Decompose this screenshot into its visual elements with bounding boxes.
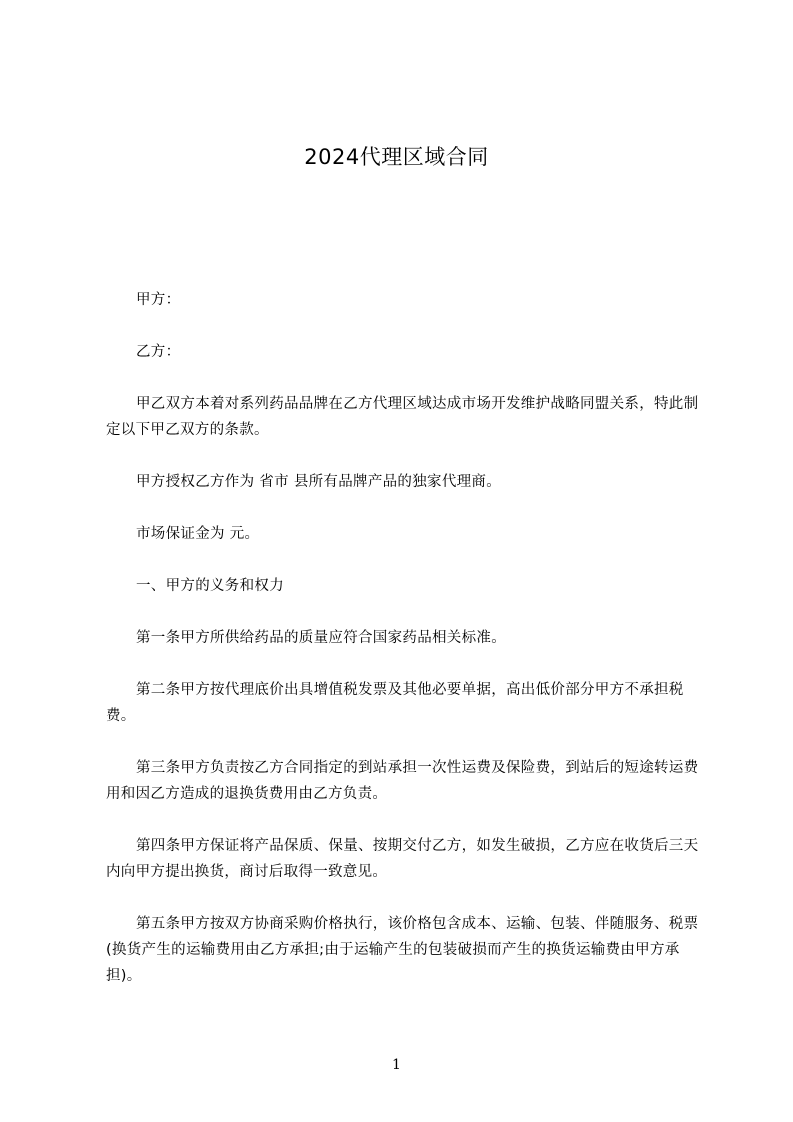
- document-title: 2024代理区域合同: [304, 145, 489, 169]
- section-heading: 一、甲方的义务和权力: [136, 578, 284, 594]
- party-a-line: 甲方：: [136, 292, 181, 308]
- party-b-line: 乙方：: [136, 344, 181, 360]
- document-body: [106, 287, 706, 1015]
- article-1: 第一条甲方所供给药品的质量应符合国家药品相关标准。: [136, 630, 506, 646]
- article-4: 第四条甲方保证将产品保质、保量、按期交付乙方，如发生破损，乙方应在收货后三天内向甲方提出换货，商讨后取得一致意见。: [106, 838, 699, 880]
- article-5: 第五条甲方按双方协商采购价格执行，该价格包含成本、运输、包装、伴随服务、税票(换货产生的运输费用由乙方承担;由于运输产生的包装破损而产生的换货运输费由甲方承担)。: [106, 916, 699, 984]
- page-number: 1: [392, 1057, 401, 1073]
- deposit-paragraph: 市场保证金为 元。: [136, 526, 260, 542]
- article-2: 第二条甲方按代理底价出具增值税发票及其他必要单据，高出低价部分甲方不承担税费。: [106, 682, 684, 724]
- authorization-paragraph: 甲方授权乙方作为 省市 县所有品牌产品的独家代理商。: [136, 474, 502, 490]
- article-3: 第三条甲方负责按乙方合同指定的到站承担一次性运费及保险费，到站后的短途转运费用和因乙方造成的退换货费用由乙方负责。: [106, 760, 699, 802]
- intro-paragraph: 甲乙双方本着对系列药品品牌在乙方代理区域达成市场开发维护战略同盟关系，特此制定以下甲乙双方的条款。: [106, 396, 699, 438]
